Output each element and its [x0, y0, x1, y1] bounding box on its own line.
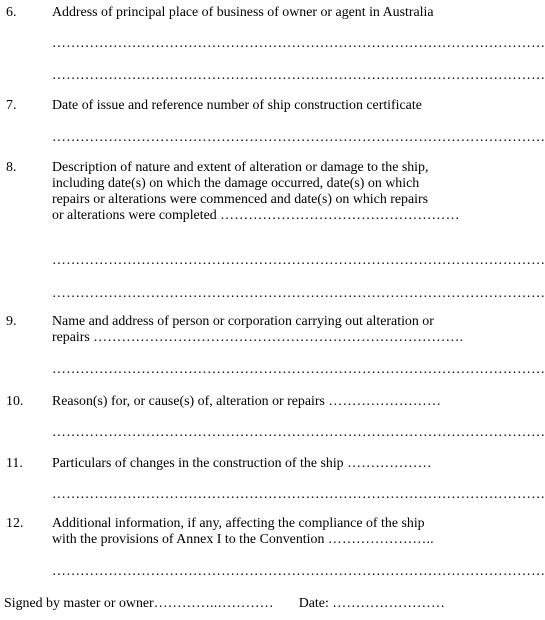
item-number: 6.	[6, 5, 17, 20]
inline-answer-line[interactable]: ……………………	[328, 394, 442, 409]
item-number: 8.	[6, 160, 17, 175]
item-label-line: including date(s) on which the damage occurred, date(s) on which	[52, 176, 420, 191]
item-label	[52, 516, 488, 548]
item-label-line: Description of nature and extent of alteration or damage to the ship,	[52, 160, 429, 175]
item-label	[52, 160, 488, 224]
inline-answer-line[interactable]: ……………………………………………	[220, 208, 460, 223]
item-number: 9.	[6, 314, 17, 329]
item-label-text: repairs	[52, 330, 90, 345]
item-label	[52, 456, 488, 472]
item-label: Date of issue and reference number of ship construction certificate	[52, 98, 422, 113]
item-label-line	[52, 532, 488, 548]
answer-line[interactable]: ……………………………………………………………………………………………	[52, 564, 545, 579]
item-label-text: or alterations were completed	[52, 208, 217, 223]
answer-line[interactable]: ……………………………………………………………………………………………	[52, 362, 545, 377]
item-label	[52, 314, 488, 346]
answer-line[interactable]: ……………………………………………………………………………………………	[52, 286, 545, 301]
item-label-line	[52, 208, 488, 224]
item-number: 12.	[6, 516, 24, 531]
item-number: 7.	[6, 98, 17, 113]
date-field[interactable]: ……………………	[332, 596, 446, 611]
answer-line[interactable]: ……………………………………………………………………………………………	[52, 425, 545, 440]
inline-answer-line[interactable]: …………………………………………………………………….	[93, 330, 464, 345]
item-label-text: Particulars of changes in the construction of the ship	[52, 456, 344, 471]
answer-line[interactable]: ……………………………………………………………………………………………	[52, 487, 545, 502]
item-label-line	[52, 330, 488, 346]
answer-line[interactable]: ……………………………………………………………………………………………	[52, 130, 545, 145]
item-label-line: Additional information, if any, affecting the compliance of the ship	[52, 516, 425, 531]
inline-answer-line[interactable]: …………………..	[327, 532, 434, 547]
answer-line[interactable]: ……………………………………………………………………………………………	[52, 68, 545, 83]
answer-line[interactable]: ……………………………………………………………………………………………	[52, 253, 545, 268]
inline-answer-line[interactable]: ………………	[347, 456, 432, 471]
item-label	[52, 394, 488, 410]
item-number: 10.	[6, 394, 24, 409]
date-label: Date:	[298, 596, 329, 611]
signed-label: Signed by master or owner	[4, 596, 154, 611]
item-label: Address of principal place of business of owner or agent in Australia	[52, 5, 434, 20]
item-label-text: with the provisions of Annex I to the Convention	[52, 532, 325, 547]
signature-field[interactable]: …………..…………	[153, 596, 274, 611]
item-number: 11.	[6, 456, 23, 471]
item-label-text: Reason(s) for, or cause(s) of, alteration or repairs	[52, 394, 325, 409]
signature-row	[4, 596, 490, 612]
item-label-line: Name and address of person or corporation carrying out alteration or	[52, 314, 434, 329]
item-label-line: repairs or alterations were commenced and date(s) on which repairs	[52, 192, 429, 207]
answer-line[interactable]: ……………………………………………………………………………………………	[52, 36, 545, 51]
